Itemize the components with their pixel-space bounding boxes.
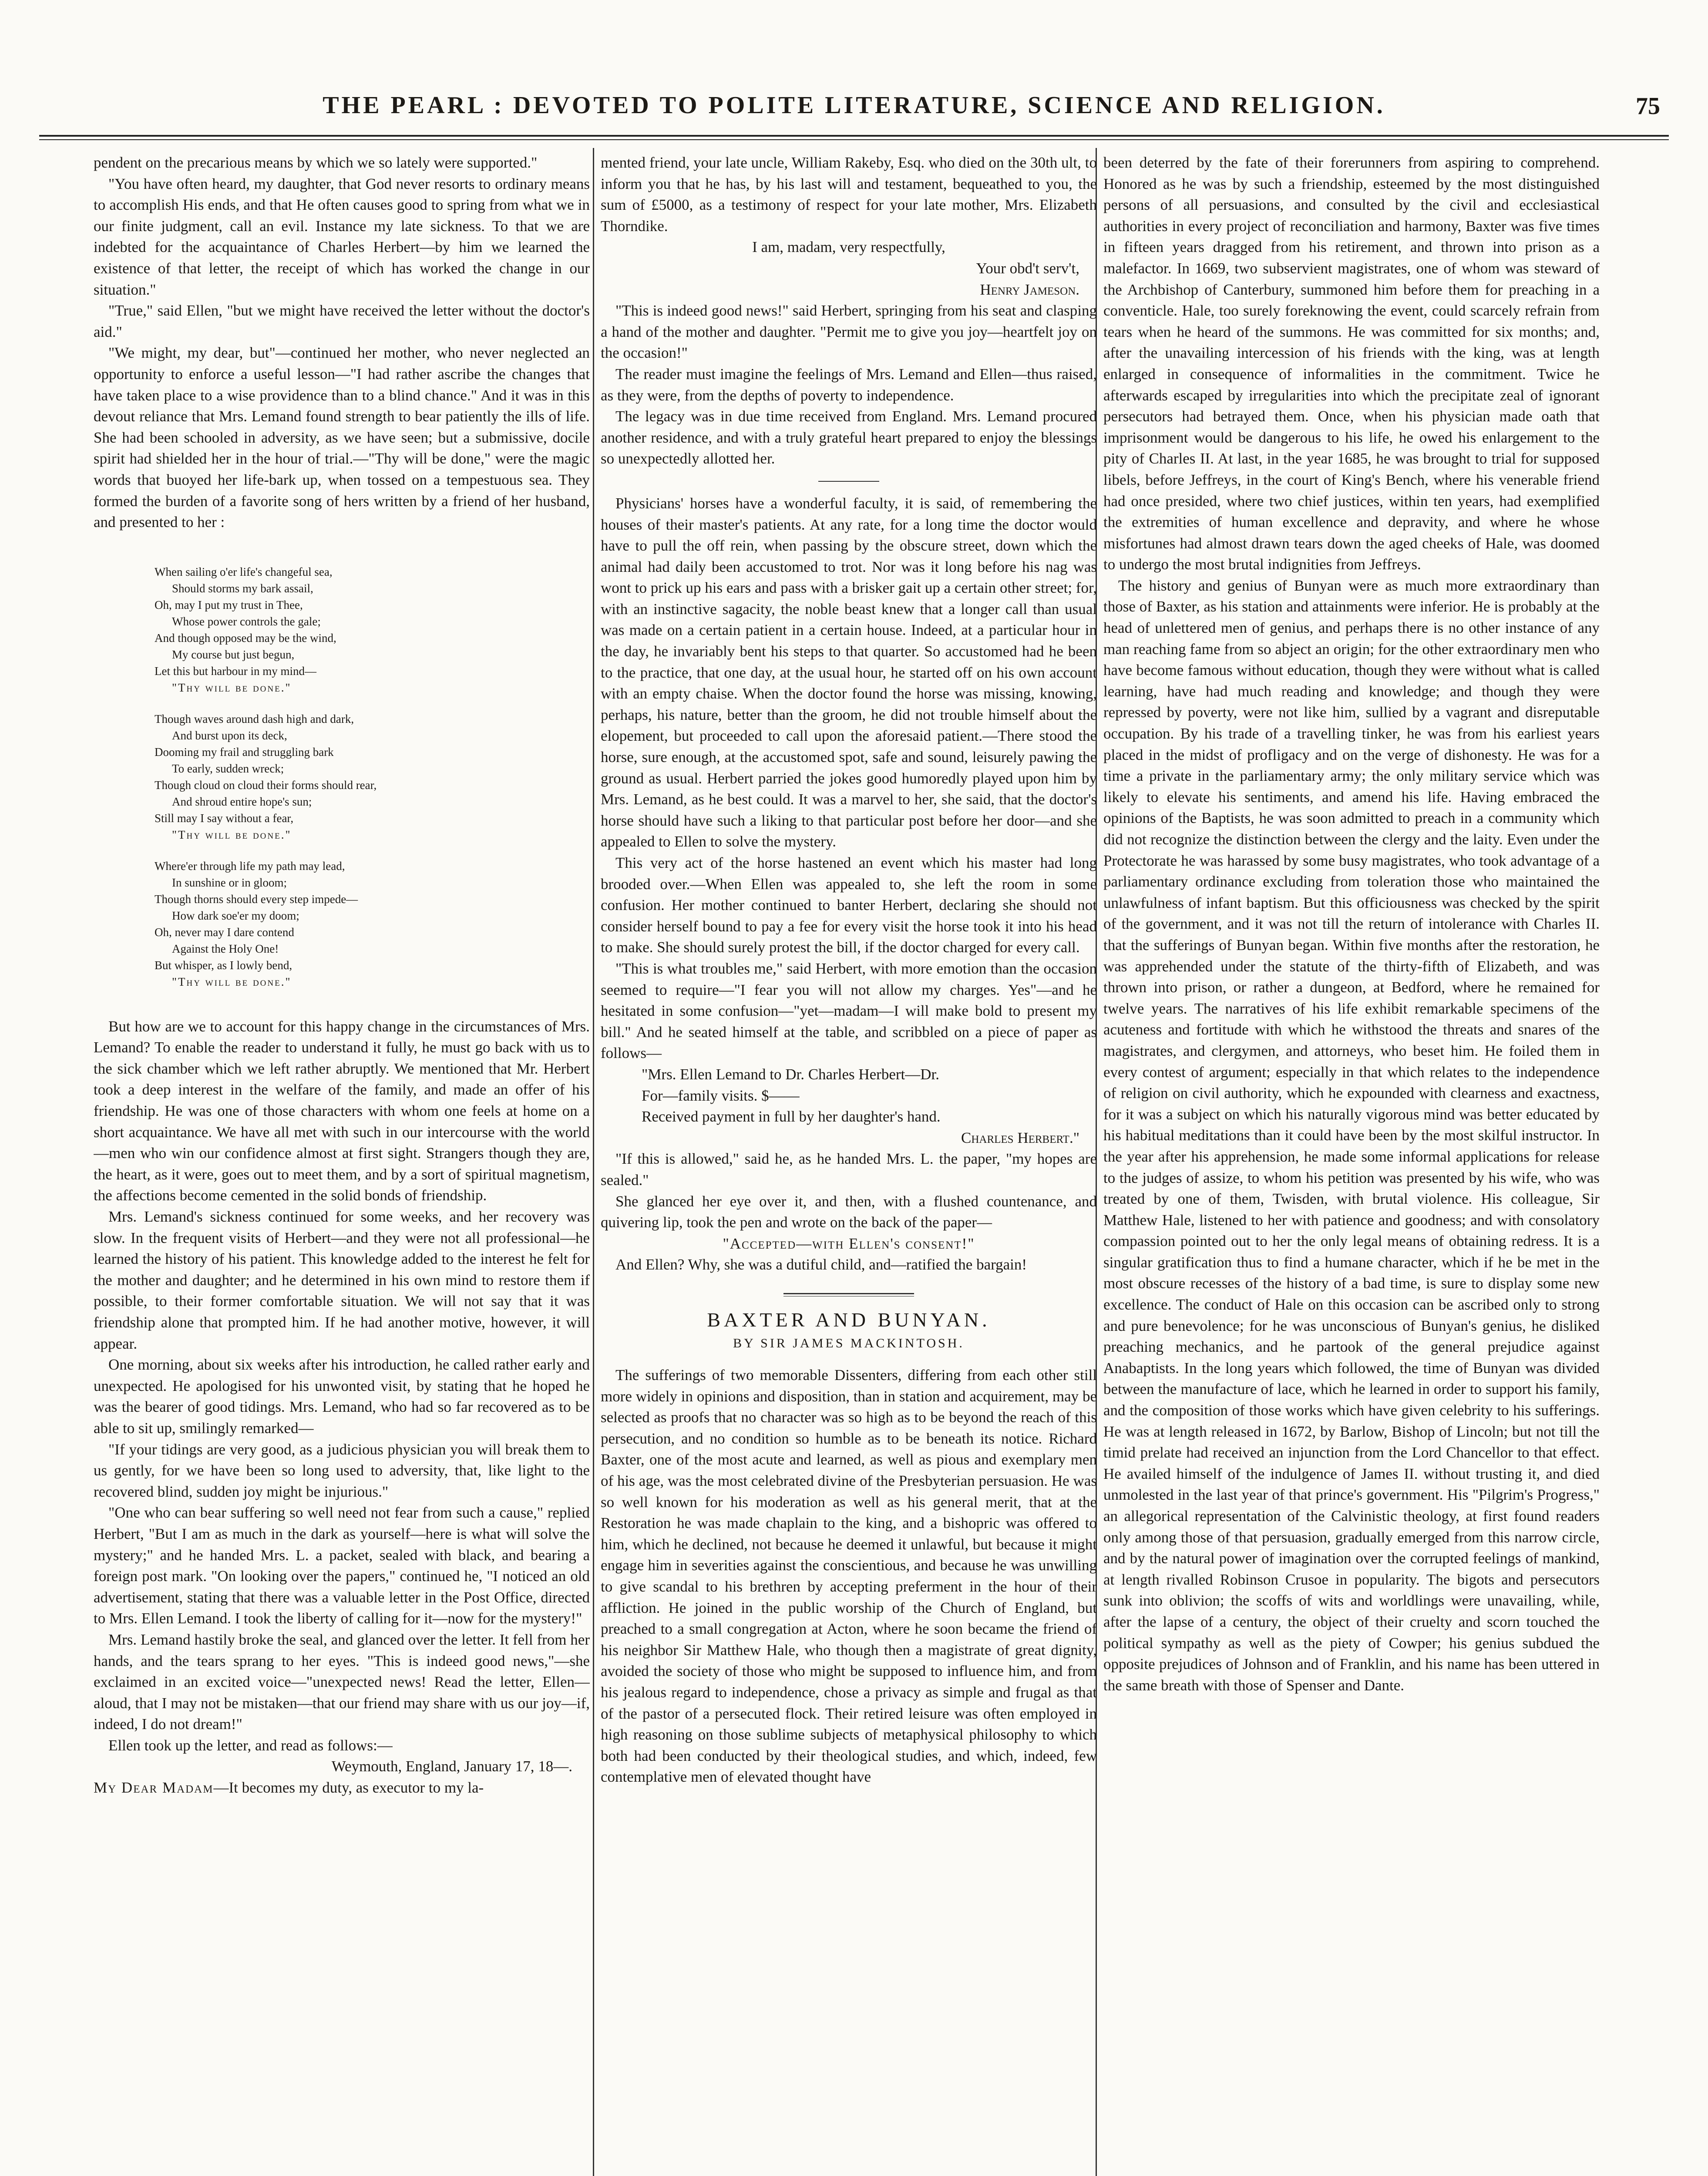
masthead-title: THE PEARL : DEVOTED TO POLITE LITERATURE, SCIENCE AND RELIGION. <box>323 92 1385 119</box>
poem-line: Oh, never may I dare contend <box>155 925 294 939</box>
poem-stanza <box>155 564 590 696</box>
poem-line: When sailing o'er life's changeful sea, <box>155 565 333 578</box>
poem-line: Still may I say without a fear, <box>155 811 294 825</box>
paragraph: "If this is allowed," said he, as he handed Mrs. L. the paper, "my hopes are sealed." <box>601 1150 1097 1189</box>
paragraph: "We might, my dear, but"—continued her mother, who never neglected an opportunity to enforce a useful lesson—"I had rather ascribe the changes that have taken place to a wise providence than to a blind chance." And it was in this devout reliance that Mrs. Lemand found strength to bear patiently the ills of life. She had been schooled in adversity, as we have seen; but a submissive, docile spirit had shielded her in the hour of trial.—"Thy will be done," were the magic words that buoyed her life-bark up, when tossed on a tempestuous sea. They formed the burden of a favorite song of hers written by a friend of her husband, and presented to her : <box>94 344 590 531</box>
poem-stanza <box>155 711 590 843</box>
paragraph: But how are we to account for this happy change in the circumstances of Mrs. Lemand? To enable the reader to understand it fully, he must go back with us to the sick chamber which we left rather abruptly. We mentioned that Mr. Herbert took a deep interest in the welfare of the family, and made an offer of his friendship. He was one of those characters with whom one feels at home on a short acquaintance. We have all met with such in our intercourse with the world—men who win our confidence almost at first sight. Strangers though they are, the heart, as it were, goes out to meet them, and by a sort of spiritual magnetism, the affections become cemented in the solid bonds of friendship. <box>94 1017 590 1204</box>
paragraph: Mrs. Lemand hastily broke the seal, and glanced over the letter. It fell from her hands, and the tears sprang to her eyes. "This is indeed good news,"—she exclaimed in an excited voice—"unexpected news! Read the letter, Ellen—aloud, that I may not be mistaken—that our friend may share with us our joy—if, indeed, I do not dream!" <box>94 1631 590 1733</box>
poem-line: Against the Holy One! <box>172 942 279 955</box>
section-divider <box>818 481 879 482</box>
paragraph: pendent on the precarious means by which we so lately were supported." <box>94 154 538 171</box>
poem-refrain: "Thy will be done." <box>172 681 292 694</box>
article-byline: BY SIR JAMES MACKINTOSH. <box>733 1336 965 1351</box>
paragraph: "True," said Ellen, "but we might have received the letter without the doctor's aid." <box>94 302 590 340</box>
column-2 <box>601 152 1097 2176</box>
paragraph: One morning, about six weeks after his introduction, he called rather early and unexpected. He apologised for his unwonted visit, by stating that he hoped he was the bearer of good tidings. Mrs. Lemand, who had so far recovered as to be able to sit up, smilingly remarked— <box>94 1356 590 1437</box>
poem-line: In sunshine or in gloom; <box>172 876 287 889</box>
page-number: 75 <box>1636 93 1660 120</box>
poem-line: Let this but harbour in my mind— <box>155 664 316 678</box>
paragraph: Ellen took up the letter, and read as follows:— <box>108 1736 393 1754</box>
paragraph: The reader must imagine the feelings of Mrs. Lemand and Ellen—thus raised, as they were, from the depths of poverty to independence. <box>601 365 1097 404</box>
poem-line: Oh, may I put my trust in Thee, <box>155 598 303 611</box>
paragraph: This very act of the horse hastened an event which his master had long brooded over.—When Ellen was appealed to, she left the room in some confusion. Her mother continued to banter Herbert, declaring she should not consider herself bound to pay a fee for every visit the horse took it into his head to make. She should surely protest the bill, if the doctor charged for every call. <box>601 854 1097 956</box>
poem-refrain: "Thy will be done." <box>172 975 292 988</box>
poem-line: And shroud entire hope's sun; <box>172 795 312 808</box>
letter-dateline: Weymouth, England, January 17, 18—. <box>331 1758 572 1775</box>
poem-line: To early, sudden wreck; <box>172 762 284 775</box>
poem-line: My course but just begun, <box>172 648 295 661</box>
masthead-rule-thin <box>39 139 1669 140</box>
receipt-line: "Mrs. Ellen Lemand to Dr. Charles Herbert—Dr. <box>642 1065 939 1083</box>
poem-line: And burst upon its deck, <box>172 729 287 742</box>
masthead-rule <box>39 135 1669 137</box>
letter-text: —It becomes my duty, as executor to my la- <box>213 1779 484 1797</box>
accepted-note: "Accepted—with Ellen's consent!" <box>723 1235 975 1252</box>
paragraph: "One who can bear suffering so well need not fear from such a cause," replied Herbert, "But I am as much in the dark as yourself—here is what will solve the mystery;" and he handed Mrs. L. a packet, sealed with black, and bearing a foreign post mark. "On looking over the papers," continued he, "I noticed an old advertisement, stating that there was a valuable letter in the Post Office, directed to Mrs. Ellen Lemand. I took the liberty of calling for it—now for the mystery!" <box>94 1504 590 1627</box>
letter-salutation: My Dear Madam <box>94 1779 214 1797</box>
paragraph: The history and genius of Bunyan were as much more extraordinary than those of Baxter, as his station and attainments were inferior. He is probably at the head of unlettered men of genius, and perhaps there is no other instance of any man reaching fame from so abject an origin; for the other extraordinary men who have become famous without education, though they were without what is called learning, have had much reading and knowledge; and though they were repressed by poverty, were not like him, sullied by a vagrant and disreputable occupation. By his trade of a travelling tinker, he was from his earliest years placed in the midst of profligacy and on the verge of dishonesty. He was for a time a private in the parliamentary army; the only military service which was likely to elevate his sentiments, and amend his life. Having embraced the opinions of the Baptists, he was soon admitted to preach in a community which did not recognize the distinction between the clergy and the laity. Even under the Protectorate he was harassed by some busy magistrates, who took advantage of a parliamentary ordinance excluding from toleration those who maintained the unlawfulness of infant baptism. But this officiousness was checked by the spirit of the government, and it was not till the return of intolerance with Charles II. that the sufferings of Bunyan began. Within five months after the restoration, he was apprehended under the statute of the thirty-fifth of Elizabeth, and was thrown into prison, or rather a dungeon, at Bedford, where he remained for twelve years. The narratives of his life exhibit remarkable specimens of the acuteness and fortitude with which he withstood the threats and snares of the magistrates, and clergymen, and attorneys, who beset him. He foiled them in every contest of argument; especially in that which relates to the independence of religion on civil authority, which he expounded with clearness and exactness, for it was a subject on which his naturally vigorous mind was better educated by his habitual meditations than it could have been by the most skilful instructor. In the year after his apprehension, he made some informal applications for release to the judges of assize, to whom his petition was presented by his wife, who was treated by one of them, Twisden, with brutal violence. His colleague, Sir Matthew Hale, listened to her with patience and goodness; and with consolatory compassion pointed out to her the only legal means of obtaining redress. It is a singular gratification thus to find a humane character, which if he be met in the most obscure recesses of the history of a bad time, is sure to display some new excellence. The conduct of Hale on this occasion can be ascribed only to strong and pure benevolence; for he was unconscious of Bunyan's genius, he disliked preaching mechanics, and he partook of the general prejudice against Anabaptists. In the long years which followed, the time of Bunyan was divided between the manufacture of lace, which he learned in order to support his family, and the composition of those works which have given celebrity to his sufferings. He was at length released in 1672, by Barlow, Bishop of Lincoln; but not till the timid prelate had received an injunction from the Lord Chancellor to that effect. He availed himself of the indulgence of James II. without trusting it, and died unmolested in the last year of that prince's government. His "Pilgrim's Progress," an allegorical representation of the Calvinistic theology, at first found readers only among those of that persuasion, gradually emerged from this narrow circle, and by the natural power of imagination over the corrupted feelings of mankind, at length rivalled Robinson Crusoe in popularity. The bigots and persecutors sunk into oblivion; the scoffs of wits and worldlings were unavailing, while, after the lapse of a century, the object of their cruelty and scorn touched the political sympathy as well as the piety of Cowper; his genius subdued the opposite prejudices of Johnson and of Franklin, and his name has been uttered in the same breath with those of Spenser and Dante. <box>1103 577 1600 1694</box>
masthead <box>39 83 1669 131</box>
article-title: BAXTER AND BUNYAN. <box>707 1308 991 1331</box>
poem-line: Should storms my bark assail, <box>172 581 313 595</box>
paragraph: "If your tidings are very good, as a judicious physician you will break them to us gently, for we have been so long used to adversity, that, like light to the recovered blind, sudden joy might be injurious." <box>94 1441 590 1500</box>
poem-line: Though thorns should every step impede— <box>155 892 358 906</box>
paragraph: "You have often heard, my daughter, that God never resorts to ordinary means to accomplish His ends, and that He often causes good to spring from what we in our finite judgment, call an evil. Instance my late sickness. To that we are indebted for the acquaintance of Charles Herbert—by him we learned the existence of that letter, the receipt of which has worked the change in our situation." <box>94 175 590 298</box>
receipt-signature: Charles Herbert." <box>961 1129 1079 1146</box>
paragraph: "This is what troubles me," said Herbert, with more emotion than the occasion seemed to require—"I fear you will not allow my charges. Yes"—and he hesitated in some confusion—"yet—madam—I will make bold to present my bill." And he seated himself at the table, and scribbled on a piece of paper as follows— <box>601 960 1097 1062</box>
paragraph: "This is indeed good news!" said Herbert, springing from his seat and clasping a hand of the mother and daughter. "Permit me to give you joy—heartfelt joy on the occasion!" <box>601 302 1097 362</box>
letter-opening <box>94 1777 590 1799</box>
paragraph: Physicians' horses have a wonderful faculty, it is said, of remembering the houses of their master's patients. At any rate, for a long time the doctor would have to pull the off rein, when passing by the obscure street, down which the animal had daily been accustomed to trot. Nor was it long before his nag was wont to prick up his ears and pass with a brisker gait up a certain other street; for, with an instinctive sagacity, the noble beast knew that a longer call than usual was made on a certain patient in a certain house. Indeed, at a particular hour in the day, he invariably bent his steps to that quarter. So accustomed had he been to the practice, that one day, at the usual hour, he started off on his own account with an empty chaise. When the doctor found the horse was missing, knowing, perhaps, his nature, better than the groom, he did not trouble himself about the elopement, but proceeded to call upon the aforesaid patient.—There stood the horse, sure enough, at the accustomed spot, safe and sound, leisurely pawing the ground as usual. Herbert parried the jokes good humoredly played upon him by Mrs. Lemand, as he best could. It was a marvel to her, she said, that the doctor's horse should have such a liking to that particular post before her door—and she appealed to Ellen to solve the mystery. <box>601 494 1097 850</box>
poem-stanza <box>155 858 590 990</box>
article-divider <box>783 1293 914 1296</box>
paragraph: She glanced her eye over it, and then, with a flushed countenance, and quivering lip, took the pen and wrote on the back of the paper— <box>601 1192 1097 1231</box>
paragraph: Mrs. Lemand's sickness continued for some weeks, and her recovery was slow. In the frequent visits of Herbert—and they were not all professional—he learned the history of his patient. This knowledge added to the interest he felt for the mother and daughter; and he determined in his own mind to restore them if possible, to their former comfortable situation. We will not say that it was friendship alone that prompted him. If he had another motive, however, it will appear. <box>94 1208 590 1352</box>
poem-line: And though opposed may be the wind, <box>155 631 336 645</box>
receipt-line: Received payment in full by her daughter's hand. <box>642 1108 941 1125</box>
paragraph: The sufferings of two memorable Dissenters, differing from each other still more widely in opinions and disposition, than in station and acquirement, may be selected as proofs that no character was so high as to be beyond the reach of this persecution, and no condition so humble as to be beneath its notice. Richard Baxter, one of the most acute and learned, as well as pious and exemplary men of his age, was the most celebrated divine of the Presbyterian persuasion. He was so well known for his moderation as well as his general merit, that at the Restoration he was made chaplain to the king, and a bishopric was offered to him, which he declined, not because he deemed it unlawful, but because it might engage him in severities against the conscientious, and because he was unwilling to give scandal to his brethren by accepting preferment in the hour of their affliction. He joined in the public worship of the Church of England, but preached to a small congregation at Acton, where he soon became the friend of his neighbor Sir Matthew Hale, who though then a magistrate of great dignity, avoided the society of those who might be supposed to influence him, and from his jealous regard to independence, chose a privacy as simple and frugal as that of the pastor of a persecuted flock. Their retired leisure was often employed in high reasoning on those sublime subjects of metaphysical philosophy to which both had been conducted by their theological studies, and which, indeed, few contemplative men of elevated thought have <box>601 1367 1097 1786</box>
letter-signature: Henry Jameson. <box>980 281 1079 298</box>
column-divider <box>593 148 594 2176</box>
paragraph: mented friend, your late uncle, William Rakeby, Esq. who died on the 30th ult, to inform you that he has, by his last will and testament, bequeathed to you, the sum of £5000, as a testimony of respect for your late mother, Mrs. Elizabeth Thorndike. <box>601 154 1097 235</box>
column-1 <box>94 152 590 2176</box>
poem-line: Though waves around dash high and dark, <box>155 712 354 725</box>
paragraph: been deterred by the fate of their forerunners from aspiring to comprehend. Honored as he was by such a friendship, esteemed by the most distinguished persons of all persuasions, and consulted by the civil and ecclesiastical authorities in every project of reconciliation and harmony, Baxter was five times in fifteen years dragged from his retirement, and thrown into prison as a malefactor. In 1669, two subservient magistrates, one of whom was steward of the Archbishop of Canterbury, summoned him before them for preaching in a conventicle. Hale, too surely foreknowing the event, could scarcely refrain from tears when he heard of the summons. He was committed for six months; and, after the unavailing intercession of his friends with the king, was at length enlarged in consequence of informalities in the commitment. Twice he afterwards escaped by irregularities into which the precipitate zeal of ignorant persecutors had betrayed them. Once, when his physician made oath that imprisonment would be dangerous to his life, he owed his enlargement to the pity of Charles II. At last, in the year 1685, he was brought to trial for supposed libels, before Jeffreys, in the court of King's Bench, where his venerable friend had once presided, where two chief justices, within ten years, had exemplified the extremities of human excellence and depravity, and where he whose misfortunes had almost drawn tears down the aged cheeks of Hale, was doomed to undergo the most brutal indignities from Jeffreys. <box>1103 154 1600 573</box>
receipt-line: For—family visits. $—— <box>642 1087 800 1104</box>
poem-refrain: "Thy will be done." <box>172 828 292 841</box>
poem-line: Dooming my frail and struggling bark <box>155 745 334 759</box>
letter-closing: Your obd't serv't, <box>976 259 1079 277</box>
paragraph: The legacy was in due time received from England. Mrs. Lemand procured another residence, and with a truly grateful heart prepared to enjoy the blessings so unexpectedly allotted her. <box>601 408 1097 467</box>
column-3 <box>1103 152 1600 2176</box>
poem-line: Though cloud on cloud their forms should rear, <box>155 778 377 792</box>
poem-line: Where'er through life my path may lead, <box>155 859 345 873</box>
letter-closing: I am, madam, very respectfully, <box>752 238 945 256</box>
poem-line: How dark soe'er my doom; <box>172 909 299 922</box>
poem-line: But whisper, as I lowly bend, <box>155 958 293 972</box>
poem-line: Whose power controls the gale; <box>172 615 321 628</box>
paragraph: And Ellen? Why, she was a dutiful child, and—ratified the bargain! <box>615 1256 1027 1273</box>
poem <box>155 564 590 990</box>
